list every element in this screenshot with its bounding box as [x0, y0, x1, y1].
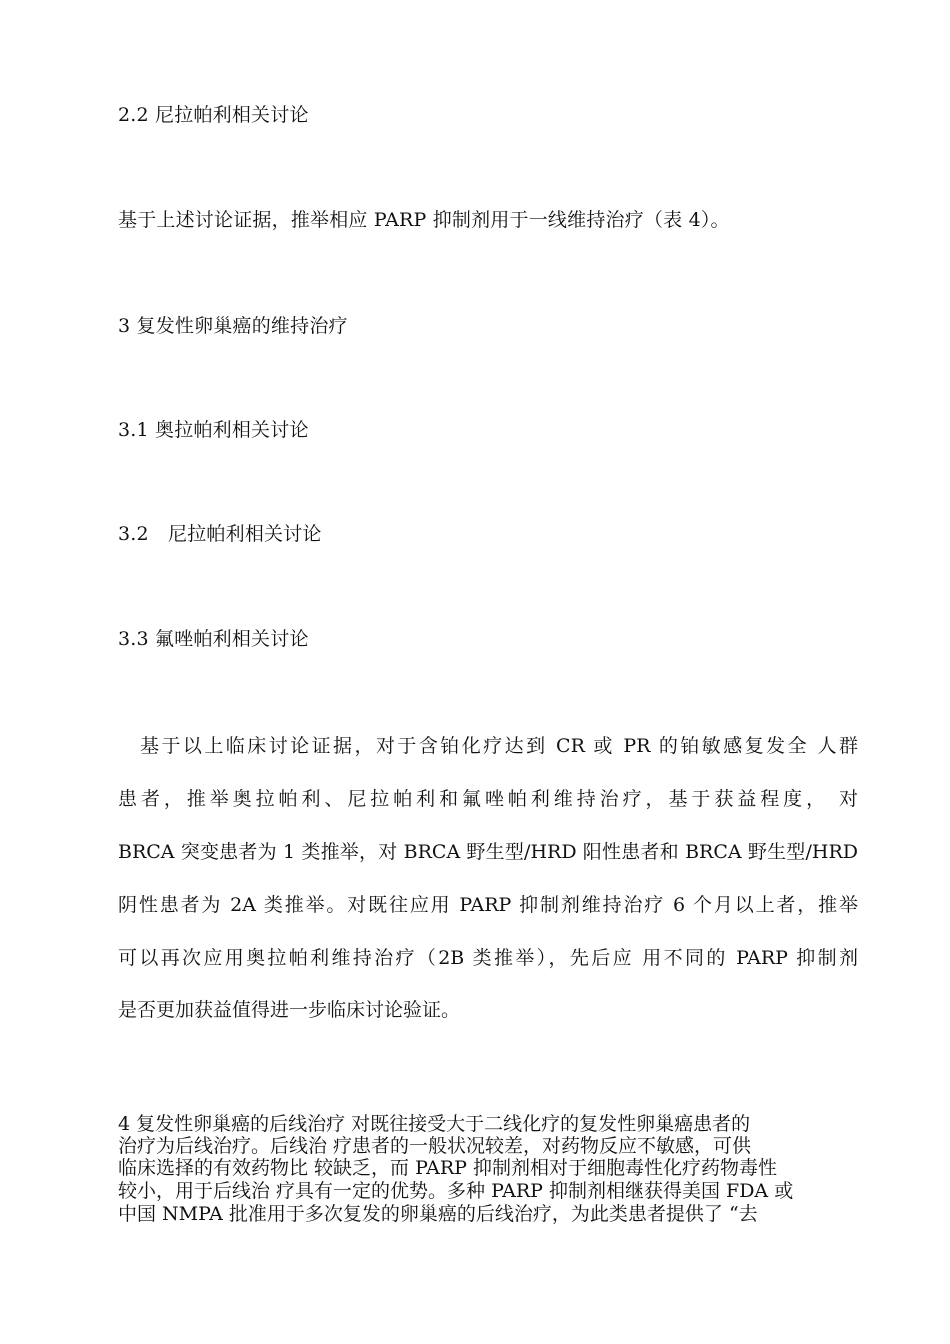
paragraph-line: 治疗为后线治疗。后线治 疗患者的一般状况较差，对药物反应不敏感，可供: [118, 1135, 752, 1157]
section-heading-2-2: 2.2 尼拉帕利相关讨论: [118, 104, 309, 126]
section-heading-3: 3 复发性卵巢癌的维持治疗: [118, 315, 348, 337]
section-heading-3-3: 3.3 氟唑帕利相关讨论: [118, 628, 309, 650]
paragraph-line: 基于以上临床讨论证据，对于含铂化疗达到 CR 或 PR 的铂敏感复发全 人群: [140, 735, 858, 757]
paragraph-line: 患者，推举奥拉帕利、尼拉帕利和氟唑帕利维持治疗，基于获益程度， 对: [118, 788, 858, 810]
section-heading-3-1: 3.1 奥拉帕利相关讨论: [118, 419, 309, 441]
paragraph-line: 较小，用于后线治 疗具有一定的优势。多种 PARP 抑制剂相继获得美国 FDA 或: [118, 1180, 794, 1202]
paragraph-line: 阴性患者为 2A 类推举。对既往应用 PARP 抑制剂维持治疗 6 个月以上者，推举: [118, 894, 858, 916]
recommendation-sentence: 基于上述讨论证据，推举相应 PARP 抑制剂用于一线维持治疗（表 4）。: [118, 209, 730, 231]
paragraph-line: 是否更加获益值得进一步临床讨论验证。: [118, 999, 461, 1021]
section-heading-3-2: 3.2 尼拉帕利相关讨论: [118, 523, 322, 545]
paragraph-line: 4 复发性卵巢癌的后线治疗 对既往接受大于二线化疗的复发性卵巢癌患者的: [118, 1113, 751, 1135]
paragraph-line: 中国 NMPA 批准用于多次复发的卵巢癌的后线治疗，为此类患者提供了 “去: [118, 1203, 758, 1225]
paragraph-line: 临床选择的有效药物比 较缺乏，而 PARP 抑制剂相对于细胞毒性化疗药物毒性: [118, 1157, 777, 1179]
paragraph-line: 可以再次应用奥拉帕利维持治疗（2B 类推举），先后应 用不同的 PARP 抑制剂: [118, 947, 858, 969]
paragraph-line: BRCA 突变患者为 1 类推举，对 BRCA 野生型/HRD 阳性患者和 BRCA 野生型/HRD: [118, 841, 858, 863]
